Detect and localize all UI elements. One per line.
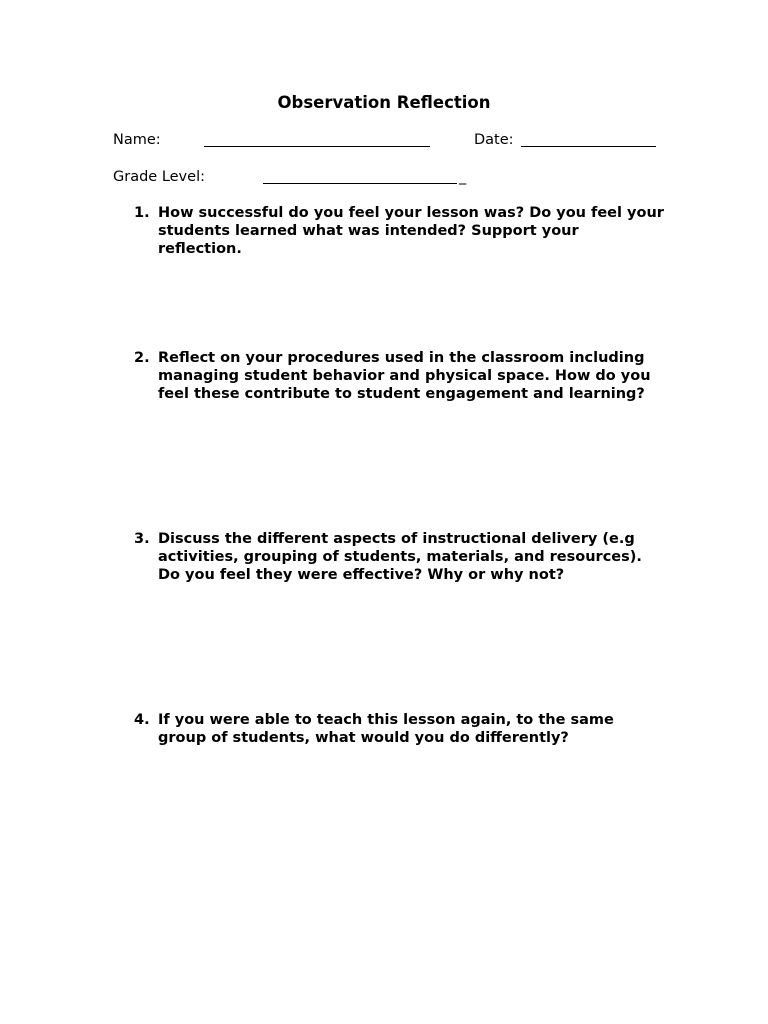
grade-level-field-line[interactable] — [263, 183, 457, 184]
grade-level-trailing-mark: _ — [459, 169, 467, 185]
question-2 — [134, 349, 664, 404]
question-text: Discuss the different aspects of instructional delivery (e.g activities, grouping of students, materials, and resources). Do you feel they were effective? Why or why not? — [158, 531, 642, 584]
question-3 — [134, 530, 664, 585]
question-number: 1. — [134, 205, 150, 221]
page-title: Observation Reflection — [277, 93, 491, 112]
question-number: 3. — [134, 531, 150, 547]
question-text: Reflect on your procedures used in the classroom including managing student behavior and physical space. How do you feel these contribute to student engagement and learning? — [158, 350, 651, 403]
grade-level-label: Grade Level: — [113, 169, 205, 185]
question-number: 2. — [134, 350, 150, 366]
question-1 — [134, 204, 664, 259]
name-field-line[interactable] — [204, 146, 430, 147]
question-text: If you were able to teach this lesson again, to the same group of students, what would you do differently? — [158, 712, 614, 747]
name-label: Name: — [113, 132, 161, 148]
question-text: How successful do you feel your lesson was? Do you feel your students learned what was intended? Support your reflection. — [158, 205, 664, 258]
date-label: Date: — [474, 132, 514, 148]
question-4 — [134, 711, 664, 747]
question-number: 4. — [134, 712, 150, 728]
date-field-line[interactable] — [521, 146, 656, 147]
